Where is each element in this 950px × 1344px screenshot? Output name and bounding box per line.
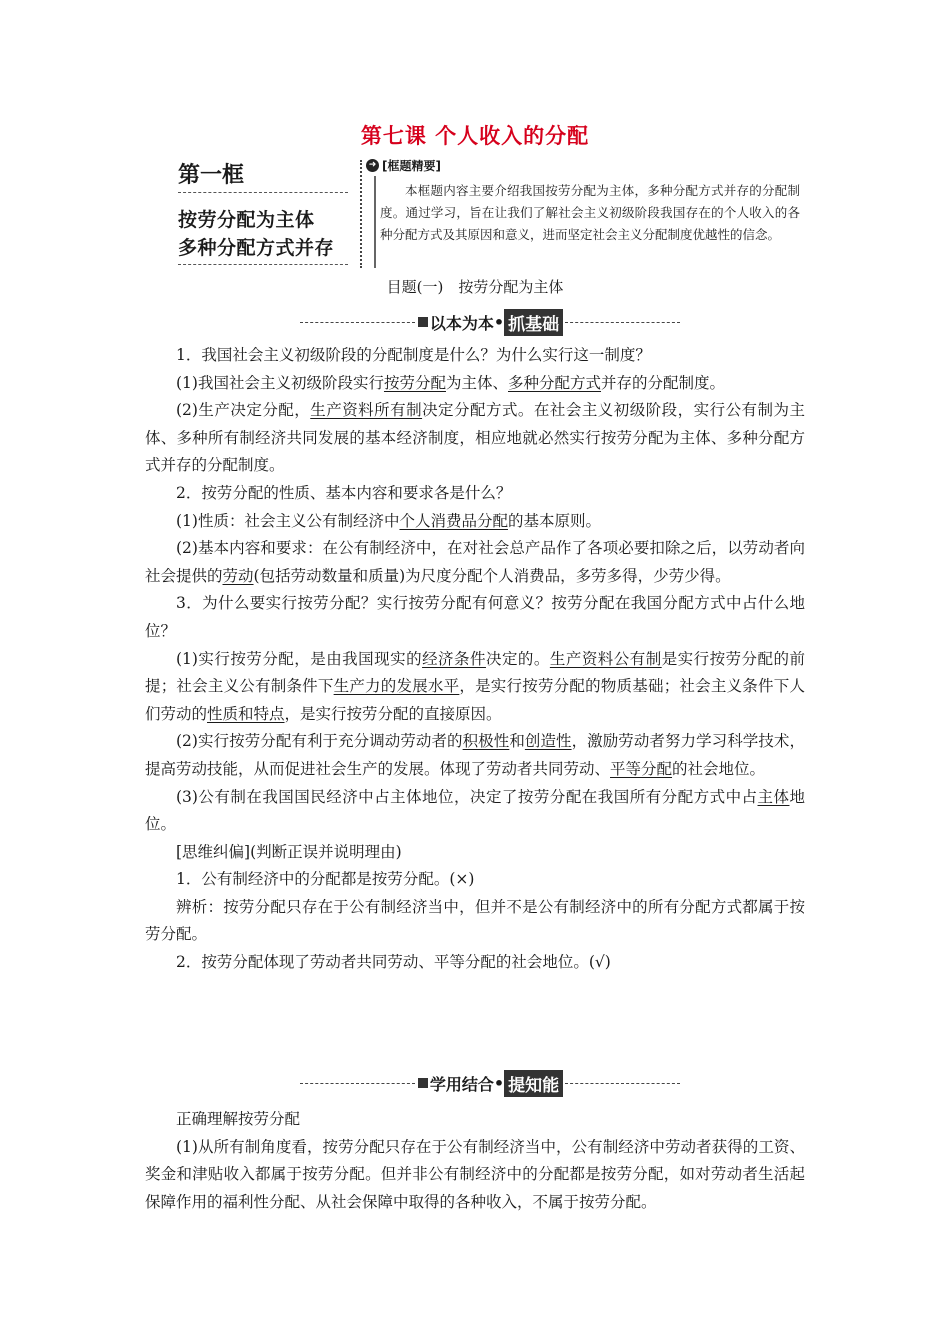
text-run: (2)生产决定分配， <box>176 401 311 420</box>
paragraph <box>145 480 805 508</box>
text-run: 2．按劳分配的性质、基本内容和要求各是什么？ <box>176 483 512 502</box>
text-run: 1．我国社会主义初级阶段的分配制度是什么？为什么实行这一制度？ <box>176 346 651 364</box>
answer-blank: 平等分配 <box>610 759 673 778</box>
paragraph <box>145 866 805 894</box>
text-run: (2)基本内容和要求：在公有制经济中，在对社会总产品作了各项必要扣除之后，以劳动者向社会提供的 <box>145 539 805 585</box>
text-run: 辨析：按劳分配只存在于公有制经济当中，但并不是公有制经济中的所有分配方式都属于按劳分配。 <box>145 897 805 944</box>
dot-separator: • <box>493 1073 505 1093</box>
frame-label: 第一框 <box>178 163 245 188</box>
text-run: (1)我国社会主义初级阶段实行 <box>176 373 384 392</box>
text-run: 为主体、 <box>445 373 508 392</box>
answer-blank: 性质和特点 <box>207 704 285 723</box>
paragraph <box>145 728 805 783</box>
answer-blank: 劳动 <box>222 566 254 585</box>
summary-text: 本框题内容主要介绍我国按劳分配为主体，多种分配方式并存的分配制度。通过学习，旨在让我们了解社会主义初级阶段我国存在的个人收入的各种分配方式及其原因和意义，进而坚定社会主义分配制度优越性的信念。 <box>380 183 800 242</box>
text-run: 决定分配方式。在社会主义初级阶段，实行公有制为主体、多种所有制经济共同发展的基本经济制度，相应地就必然实行按劳分配为主体、多种分配方式并存的分配制度。 <box>145 401 805 475</box>
topic-heading: 目题(一) 按劳分配为主体 <box>386 278 564 296</box>
section-banner-application <box>300 1071 680 1095</box>
paragraph <box>145 397 805 480</box>
answer-blank: 多种分配方式 <box>508 373 602 392</box>
content-basics <box>145 342 805 977</box>
text-run: 的基本原则。 <box>507 511 601 530</box>
answer-blank: 按劳分配 <box>383 373 446 392</box>
paragraph <box>145 590 805 645</box>
text-run: 的社会地位。 <box>672 759 766 778</box>
paragraph <box>145 646 805 729</box>
answer-blank: 积极性 <box>462 732 510 751</box>
text-run: 1．公有制经济中的分配都是按劳分配。(×) <box>176 870 475 889</box>
text-run: (包括劳动数量和质量)为尺度分配个人消费品，多劳多得，少劳少得。 <box>253 566 731 585</box>
lesson-title: 第七课 个人收入的分配 <box>360 124 590 148</box>
dashed-rule <box>565 322 680 323</box>
text-run: 2．按劳分配体现了劳动者共同劳动、平等分配的社会地位。(√) <box>176 953 611 972</box>
section-label: 以本为本 <box>429 313 494 333</box>
answer-blank: 主体 <box>757 787 790 806</box>
answer-blank: 创造性 <box>524 732 572 751</box>
frame-title-line2: 多种分配方式并存 <box>178 237 335 259</box>
text-run: [思维纠偏](判断正误并说明理由) <box>176 842 402 861</box>
paragraph <box>145 342 805 370</box>
frame-title-line1: 按劳分配为主体 <box>178 209 315 231</box>
section-emphasis: 提知能 <box>504 1070 563 1097</box>
answer-blank: 生产资料所有制 <box>310 401 423 420</box>
text-run: (1)性质：社会主义公有制经济中 <box>176 511 400 530</box>
arrow-right-icon: ➜ <box>366 159 379 172</box>
vertical-divider <box>360 160 362 268</box>
section-banner-basics <box>300 310 680 334</box>
answer-blank: 经济条件 <box>422 649 486 668</box>
text-run: 地位。 <box>145 787 805 834</box>
text-run: (1)实行按劳分配，是由我国现实的 <box>176 649 423 668</box>
answer-blank: 个人消费品分配 <box>399 511 508 530</box>
paragraph <box>145 535 805 590</box>
paragraph <box>145 784 805 839</box>
dot-separator: • <box>493 312 505 332</box>
paragraph <box>145 1106 805 1134</box>
content-application <box>145 1106 805 1216</box>
paragraph <box>145 1134 805 1217</box>
text-run: 正确理解按劳分配 <box>176 1110 301 1128</box>
text-run: (2)实行按劳分配有利于充分调动劳动者的 <box>176 732 463 751</box>
text-run: ，是实行按劳分配的直接原因。 <box>284 704 502 723</box>
paragraph <box>145 508 805 536</box>
text-run: 3．为什么要实行按劳分配？实行按劳分配有何意义？按劳分配在我国分配方式中占什么地位？ <box>145 594 805 640</box>
summary-tag-label: [框题精要] <box>382 159 441 173</box>
section-label: 学用结合 <box>429 1074 494 1094</box>
dashed-rule <box>565 1083 680 1084</box>
text-run: (3)公有制在我国国民经济中占主体地位，决定了按劳分配在我国所有分配方式中占 <box>176 787 758 806</box>
text-run: (1)从所有制角度看，按劳分配只存在于公有制经济当中，公有制经济中劳动者获得的工资、奖金和津贴收入都属于按劳分配。但并非公有制经济中的分配都是按劳分配，如对劳动者生活起保障作用的福利性分配、从社会保障中取得的各种收入，不属于按劳分配。 <box>145 1137 805 1211</box>
paragraph <box>145 894 805 949</box>
answer-blank: 生产力的发展水平 <box>333 677 460 696</box>
square-bullet-icon <box>418 1078 428 1088</box>
text-run: 和 <box>509 732 525 751</box>
text-run: 决定的。 <box>485 649 550 668</box>
paragraph <box>145 949 805 977</box>
summary-tag <box>366 157 441 174</box>
paragraph <box>145 370 805 398</box>
text-run: ，是实行按劳分配的物质基础；社会主义条件下人们劳动的 <box>145 677 805 723</box>
text-run: 并存的分配制度。 <box>601 373 726 392</box>
section-emphasis: 抓基础 <box>504 309 563 336</box>
divider <box>178 192 348 193</box>
square-bullet-icon <box>418 317 428 327</box>
text-run: 是实行按劳分配的前提；社会主义公有制条件下 <box>145 649 805 696</box>
dashed-rule <box>300 322 415 323</box>
text-run: ，激励劳动者努力学习科学技术，提高劳动技能，从而促进社会生产的发展。体现了劳动者共同劳动、 <box>145 732 805 778</box>
paragraph <box>145 839 805 867</box>
divider <box>178 264 348 265</box>
answer-blank: 生产资料公有制 <box>549 649 662 668</box>
dashed-rule <box>300 1083 415 1084</box>
